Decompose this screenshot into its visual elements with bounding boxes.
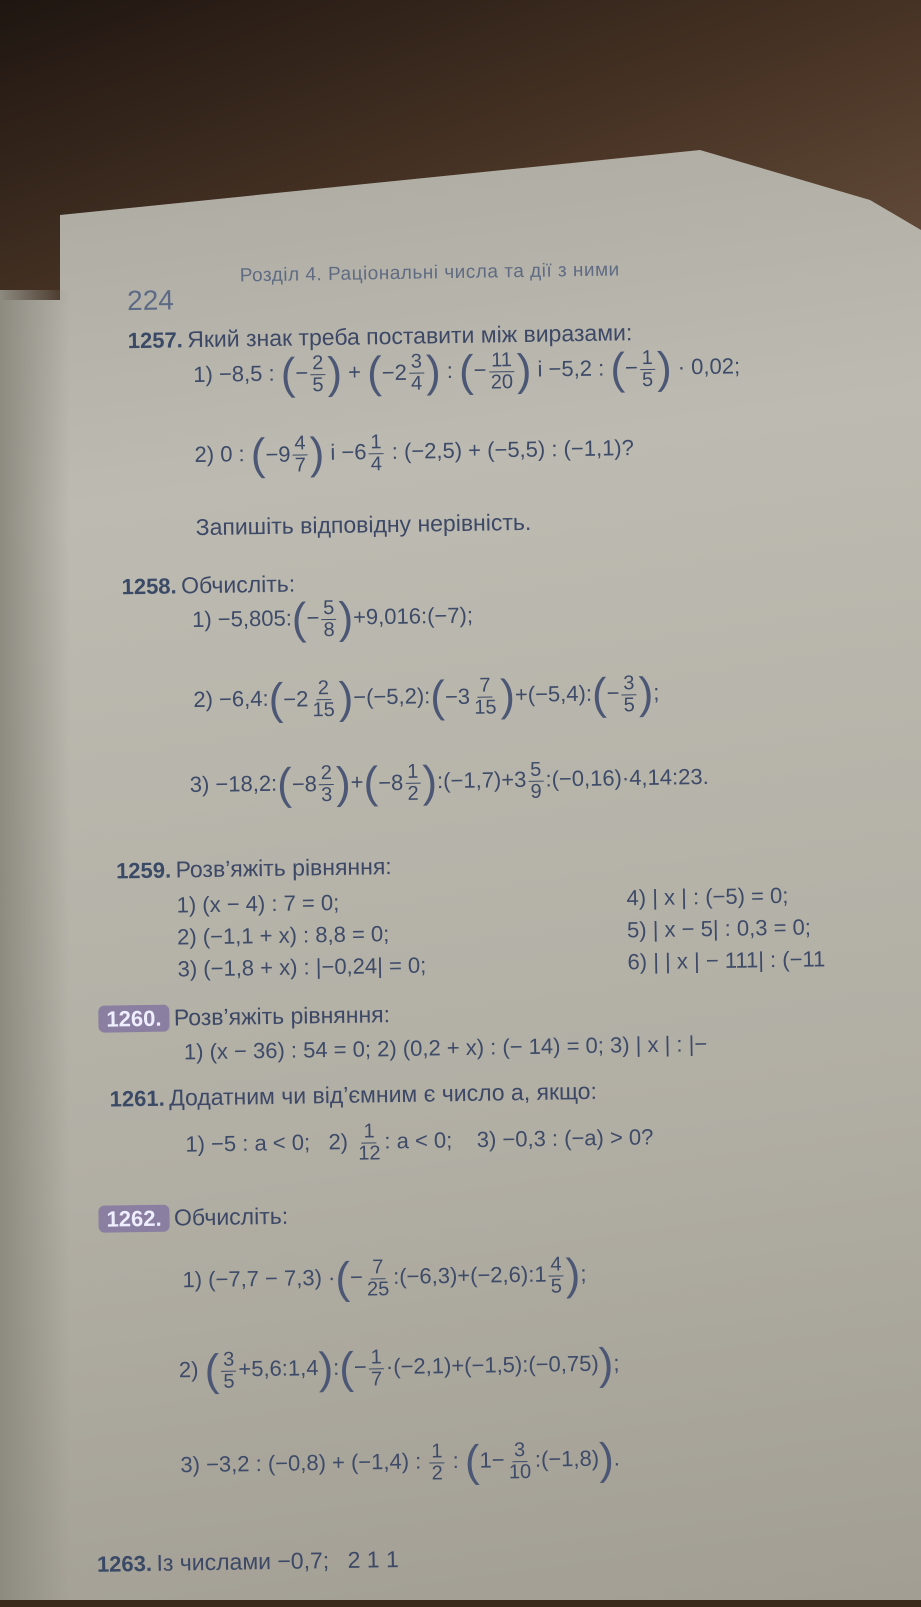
task-1262-item-2: 2) ( $\frac{3}{5}$ +5,6:1,4):(− $\frac{1}{7}$ ·(−2,1)+(−1,5):(−0,75)); <box>178 1339 620 1396</box>
task-1259-right-column <box>626 879 825 978</box>
expr-part: ·(−2,1)+(−1,5):(−0,75) <box>385 1350 599 1380</box>
task-text-cut: 2 1 1 <box>347 1546 399 1573</box>
expr-part: +(−5,4): <box>514 680 593 707</box>
mixed-whole: −2 <box>283 686 309 712</box>
paren-close: ) <box>598 1434 615 1484</box>
paren-open: ( <box>250 430 266 480</box>
operator: + <box>347 359 362 385</box>
mixed-whole: −8 <box>291 771 318 797</box>
paren-close: ) <box>318 1344 334 1394</box>
expr-part: і −5,2 : <box>537 355 605 382</box>
task-text: Обчисліть: <box>173 1202 289 1231</box>
expr-part: ; <box>653 679 660 705</box>
paren-close: ) <box>656 343 673 393</box>
paren-close: ) <box>598 1339 614 1389</box>
task-number-highlighted: 1260. <box>98 1005 169 1033</box>
paren-close: ) <box>516 345 532 396</box>
equation: 5) | x − 5| : 0,3 = 0; <box>626 914 812 943</box>
task-1261-items <box>185 1117 654 1167</box>
task-1260-heading <box>98 1001 390 1033</box>
task-1257-item-2 <box>194 427 634 478</box>
equation: 6) | | x | − 111| : (−11 <box>627 946 826 975</box>
task-number: 1261. <box>109 1085 165 1112</box>
fraction: $\frac{3}{5}$ <box>623 671 635 716</box>
task-number-highlighted: 1262. <box>98 1205 169 1233</box>
fraction: $\frac{2}{15}$ <box>312 676 335 721</box>
paren-open: ( <box>334 1253 351 1304</box>
fraction: $\frac{1}{12}$ <box>358 1120 381 1165</box>
equation: 1) (x − 4) : 7 = 0; <box>176 889 340 918</box>
expr-part: 1− <box>479 1447 505 1473</box>
operator: + <box>350 769 364 795</box>
fraction: $\frac{2}{5}$ <box>311 351 324 396</box>
paren-open: ( <box>291 594 307 644</box>
condition: 3) −0,3 : (−a) > 0? <box>476 1124 654 1153</box>
paren-open: ( <box>366 348 383 398</box>
expr-part: :(−0,16)·4,14:23. <box>545 763 709 792</box>
task-1262-item-3 <box>180 1434 621 1489</box>
expr-part: ; <box>580 1260 587 1286</box>
paren-open: ( <box>363 758 379 808</box>
paren-close: ) <box>338 593 354 643</box>
expr-part: +9,016:(−7); <box>352 602 474 630</box>
operator: : <box>446 357 454 383</box>
expr-part: 2) −6,4: <box>193 685 269 712</box>
task-1263-heading <box>97 1546 399 1578</box>
expr-part: +5,6:1,4 <box>238 1355 319 1382</box>
mixed-whole: −9 <box>265 441 291 468</box>
task-1261-heading <box>109 1078 597 1113</box>
fraction: $\frac{3}{10}$ <box>508 1438 532 1483</box>
paren-close: ) <box>309 429 325 479</box>
expr-part: −8,5 : <box>218 360 275 387</box>
task-number: 1259. <box>115 857 172 884</box>
paren-open: ( <box>268 674 284 724</box>
fraction: $\frac{1}{2}$ <box>431 1439 443 1485</box>
paren-close: ) <box>327 348 343 399</box>
fraction: $\frac{3}{4}$ <box>410 350 423 395</box>
expr-part: 3) −3,2 : (−0,8) + (−1,4) : <box>180 1448 422 1478</box>
paren-close: ) <box>425 347 442 397</box>
operator: : <box>452 1447 459 1474</box>
task-number: 1257. <box>127 327 183 354</box>
task-1262-item-1: 1) (−7,7 − 7,3) ·(− $\frac{7}{25}$ :(−6,3)+(−2,6):1 $\frac{4}{5}$ ); <box>182 1250 587 1304</box>
fraction: $\frac{7}{15}$ <box>474 674 497 719</box>
paren-close: ) <box>422 757 438 807</box>
item-label: 2) 0 : <box>194 441 245 467</box>
expr-part: −(−5,2): <box>353 683 431 710</box>
paren-open: ( <box>204 1345 220 1396</box>
fraction: $\frac{3}{5}$ <box>222 1348 235 1393</box>
paren-open: ( <box>338 1343 355 1393</box>
expr-part: 1) (−7,7 − 7,3) · <box>182 1264 336 1293</box>
fraction: $\frac{1}{5}$ <box>641 346 654 391</box>
fraction: $\frac{1}{7}$ <box>370 1345 383 1390</box>
expr-part: ; <box>613 1350 620 1376</box>
condition: : a < 0; <box>384 1127 453 1154</box>
task-1258-heading <box>121 571 295 601</box>
item-label: 2) <box>328 1129 349 1155</box>
task-text: Який знак треба поставити між виразами: <box>187 319 633 353</box>
fraction: $\frac{5}{9}$ <box>530 758 542 803</box>
item-label: 2) <box>178 1356 199 1383</box>
paren-open: ( <box>458 346 475 396</box>
task-text: Обчисліть: <box>180 570 296 599</box>
task-1259-heading <box>116 853 392 884</box>
task-1258-item-1: 1) −5,805:(− $\frac{5}{8}$ )+9,016:(−7); <box>191 593 474 644</box>
mixed-whole: −3 <box>444 683 471 710</box>
task-1259-left-column <box>176 886 426 986</box>
equation: 3) (−1,8 + x) : |−0,24| = 0; <box>177 952 427 982</box>
page-number: 224 <box>126 284 175 317</box>
section-header: Розділ 4. Раціональні числа та дії з ними <box>239 259 620 287</box>
paren-close: ) <box>565 1250 581 1300</box>
expr-part: 3) −18,2: <box>189 770 278 798</box>
expr-part: . <box>613 1445 621 1471</box>
task-1262-heading <box>98 1203 288 1233</box>
paren-open: ( <box>429 672 446 722</box>
paren-open: ( <box>280 349 296 399</box>
expr-part: : (−2,5) + (−5,5) : (−1,1)? <box>391 435 635 464</box>
fraction: $\frac{5}{8}$ <box>322 596 335 641</box>
task-text: Із числами −0,7; <box>156 1547 330 1576</box>
paren-open: ( <box>609 344 626 394</box>
fraction: $\frac{4}{5}$ <box>550 1252 563 1298</box>
paren-open: ( <box>464 1436 480 1487</box>
expr-part: :(−1,7)+3 <box>436 766 527 794</box>
fraction: $\frac{2}{3}$ <box>320 761 333 806</box>
fraction: $\frac{4}{7}$ <box>294 431 307 477</box>
task-1258-item-3 <box>189 756 709 808</box>
condition: 1) −5 : a < 0; <box>185 1129 311 1157</box>
paren-close: ) <box>338 673 354 723</box>
operator: : <box>332 1354 340 1380</box>
equation: 2) (−1,1 + x) : 8,8 = 0; <box>176 921 390 950</box>
paren-open: ( <box>276 759 293 809</box>
task-number: 1258. <box>121 573 177 600</box>
equation: 4) | x | : (−5) = 0; <box>626 882 789 911</box>
task-text: Додатним чи від’ємним є число a, якщо: <box>168 1077 598 1111</box>
expr-part: 1) −5,805: <box>191 605 293 632</box>
fraction: $\frac{1}{2}$ <box>406 760 419 805</box>
expr-part: :(−1,8) <box>534 1445 600 1472</box>
task-text: Розв’яжіть рівняння: <box>173 1001 391 1031</box>
expr-part: · 0,02; <box>677 353 741 380</box>
mixed-whole: −2 <box>381 359 408 386</box>
task-1257-footer: Запишіть відповідну нерівність. <box>195 508 532 541</box>
task-1257-item-1: 1) −8,5 : (− $\frac{2}{5}$ ) + (−2 $\frac{3}{4}$ ) : (− $\frac{11}{20}$ ) і −5,2 : (− $\frac{1}{5}$ ) · 0,02; <box>193 343 741 399</box>
fraction: $\frac{1}{4}$ <box>370 430 383 475</box>
task-1260-line: 1) (x − 36) : 54 = 0; 2) (0,2 + x) : (− 14) = 0; 3) | x | : |− <box>183 1031 708 1065</box>
fraction: $\frac{7}{25}$ <box>366 1255 390 1301</box>
paren-close: ) <box>638 668 654 719</box>
task-number: 1263. <box>96 1550 153 1577</box>
expr-part: :(−6,3)+(−2,6):1 <box>392 1261 547 1289</box>
fraction: $\frac{11}{20}$ <box>490 348 514 393</box>
expr-part: і −6 <box>330 439 367 465</box>
item-label: 1) <box>193 361 214 387</box>
mixed-whole: −8 <box>378 769 404 796</box>
paren-open: ( <box>591 669 608 719</box>
task-text: Розв’яжіть рівняння: <box>175 853 392 883</box>
task-1258-item-2: 2) −6,4:(−2 $\frac{2}{15}$ )−(−5,2):(−3 $\frac{7}{15}$ )+(−5,4):(− $\frac{3}{5}$ ); <box>193 668 660 724</box>
paren-close: ) <box>335 758 352 808</box>
paren-close: ) <box>499 671 516 721</box>
